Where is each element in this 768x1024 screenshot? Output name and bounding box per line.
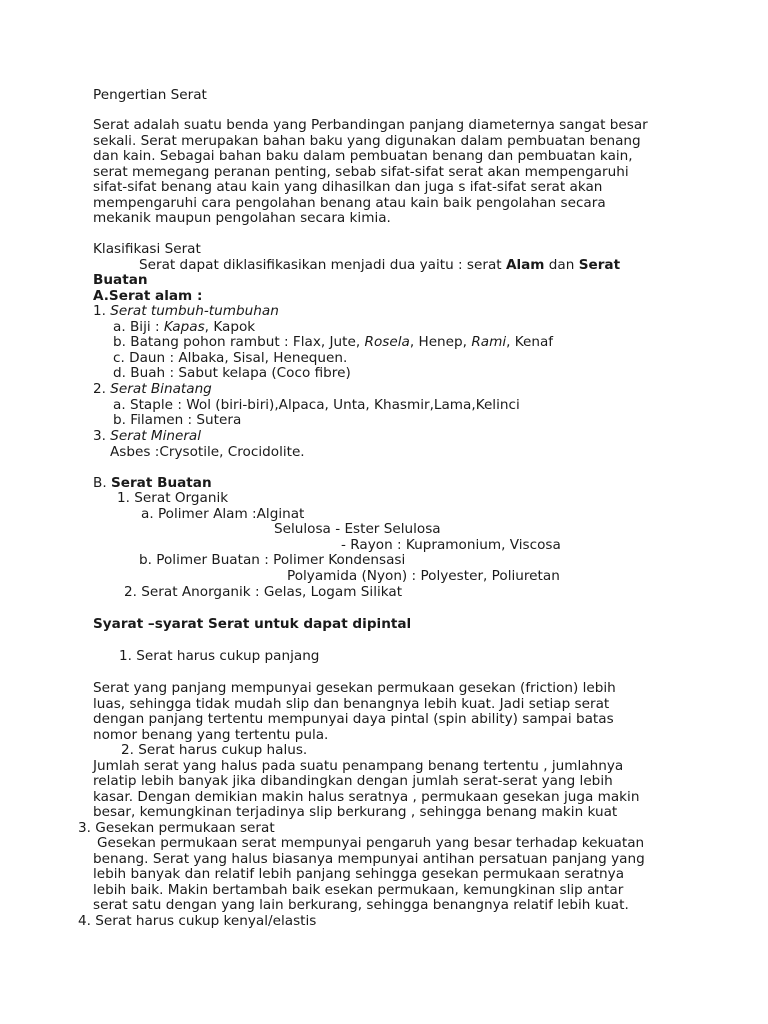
text: , Kenaf	[506, 334, 554, 350]
paragraph-line: Jumlah serat yang halus pada suatu penampang benang tertentu , jumlahnya	[93, 758, 624, 774]
list-item: c. Daun : Albaka, Sisal, Henequen.	[113, 350, 348, 366]
list-item: 1. Serat harus cukup panjang	[119, 648, 320, 664]
list-item	[93, 429, 201, 445]
bold-text: Serat Buatan	[110, 475, 212, 491]
italic-text: Kapas	[163, 319, 205, 335]
italic-text: Serat Mineral	[110, 428, 202, 444]
paragraph-line: serat satu dengan yang lain berkurang, sehingga benangnya relatif lebih kuat.	[93, 897, 629, 913]
list-item: a. Polimer Alam :Alginat	[141, 506, 305, 522]
italic-text: Rosela	[364, 334, 410, 350]
paragraph-line: luas, sehingga tidak mudah slip dan benangnya lebih kuat. Jadi setiap serat	[93, 696, 610, 712]
paragraph-line: nomor benang yang tertentu pula.	[93, 727, 329, 743]
list-item: b. Polimer Buatan : Polimer Kondensasi	[139, 552, 406, 568]
text: b. Batang pohon rambut : Flax, Jute,	[113, 334, 365, 350]
list-item: Asbes :Crysotile, Crocidolite.	[110, 444, 305, 460]
bold-alam: Alam	[505, 257, 545, 273]
list-item: - Rayon : Kupramonium, Viscosa	[341, 537, 561, 553]
list-item: 4. Serat harus cukup kenyal/elastis	[78, 913, 317, 929]
syarat-heading: Syarat –syarat Serat untuk dapat dipintal	[93, 616, 412, 632]
num: 3.	[93, 428, 111, 444]
intro-line: dan kain. Sebagai bahan baku dalam pembuatan benang dan pembuatan kain,	[93, 148, 633, 164]
bold-serat: Serat	[578, 257, 621, 273]
paragraph-line: Gesekan permukaan serat mempunyai pengaruh yang besar terhadap kekuatan	[97, 835, 645, 851]
paragraph-line: besar, kemungkinan terjadinya slip berkurang , sehingga benang makin kuat	[93, 804, 618, 820]
klasifikasi-heading: Klasifikasi Serat	[93, 241, 201, 257]
intro-line: mekanik maupun pengolahan secara kimia.	[93, 210, 391, 226]
text: , Henep,	[409, 334, 472, 350]
intro-line: mempengaruhi cara pengolahan benang atau kain baik pengolahan secara	[93, 195, 606, 211]
paragraph-line: dengan panjang tertentu mempunyai daya pintal (spin ability) sampai batas	[93, 711, 614, 727]
italic-text: Rami	[471, 334, 507, 350]
list-item	[93, 304, 279, 320]
italic-text: Serat tumbuh-tumbuhan	[110, 303, 279, 319]
page-title: Pengertian Serat	[93, 87, 207, 103]
italic-text: Serat Binatang	[110, 381, 212, 397]
list-item: 2. Serat Anorganik : Gelas, Logam Silikat	[124, 584, 403, 600]
intro-line: sifat-sifat benang atau kain yang dihasilkan dan juga s ifat-sifat serat akan	[93, 179, 603, 195]
paragraph-line: Serat yang panjang mempunyai gesekan permukaan gesekan (friction) lebih	[93, 680, 616, 696]
intro-line: sekali. Serat merupakan bahan baku yang digunakan dalam pembuatan benang	[93, 133, 641, 149]
list-item: d. Buah : Sabut kelapa (Coco fibre)	[113, 365, 351, 381]
alam-heading: A.Serat alam :	[93, 288, 203, 304]
text: dan	[544, 257, 579, 273]
list-item	[93, 382, 212, 398]
klasifikasi-line	[139, 258, 620, 274]
paragraph-line: lebih baik. Makin bertambah baik esekan permukaan, kemungkinan slip antar	[93, 882, 624, 898]
text: B.	[93, 475, 111, 491]
klasifikasi-line-2: Buatan	[93, 272, 148, 288]
paragraph-line: relatip lebih banyak jika dibandingkan dengan jumlah serat-serat yang lebih	[93, 773, 613, 789]
list-item: b. Filamen : Sutera	[113, 412, 242, 428]
list-item	[113, 335, 553, 351]
list-item: a. Staple : Wol (biri-biri),Alpaca, Unta, Khasmir,Lama,Kelinci	[113, 397, 520, 413]
list-item: Polyamida (Nyon) : Polyester, Poliuretan	[287, 568, 560, 584]
num: 2.	[93, 381, 111, 397]
paragraph-line: benang. Serat yang halus biasanya mempunyai antihan persatuan panjang yang	[93, 851, 645, 867]
text: , Kapok	[204, 319, 256, 335]
intro-line: Serat adalah suatu benda yang Perbandingan panjang diameternya sangat besar	[93, 117, 648, 133]
paragraph-line: lebih banyak dan relatif lebih panjang sehingga gesekan permukaan seratnya	[93, 866, 625, 882]
text: Serat dapat diklasifikasikan menjadi dua yaitu : serat	[139, 257, 506, 273]
num: 1.	[93, 303, 111, 319]
intro-line: serat memegang peranan penting, sebab sifat-sifat serat akan mempengaruhi	[93, 164, 629, 180]
list-item: 3. Gesekan permukaan serat	[78, 820, 275, 836]
list-item: 2. Serat harus cukup halus.	[121, 742, 308, 758]
list-item: Selulosa - Ester Selulosa	[274, 521, 441, 537]
list-item: 1. Serat Organik	[117, 490, 229, 506]
text: a. Biji :	[113, 319, 164, 335]
paragraph-line: kasar. Dengan demikian makin halus seratnya , permukaan gesekan juga makin	[93, 789, 640, 805]
